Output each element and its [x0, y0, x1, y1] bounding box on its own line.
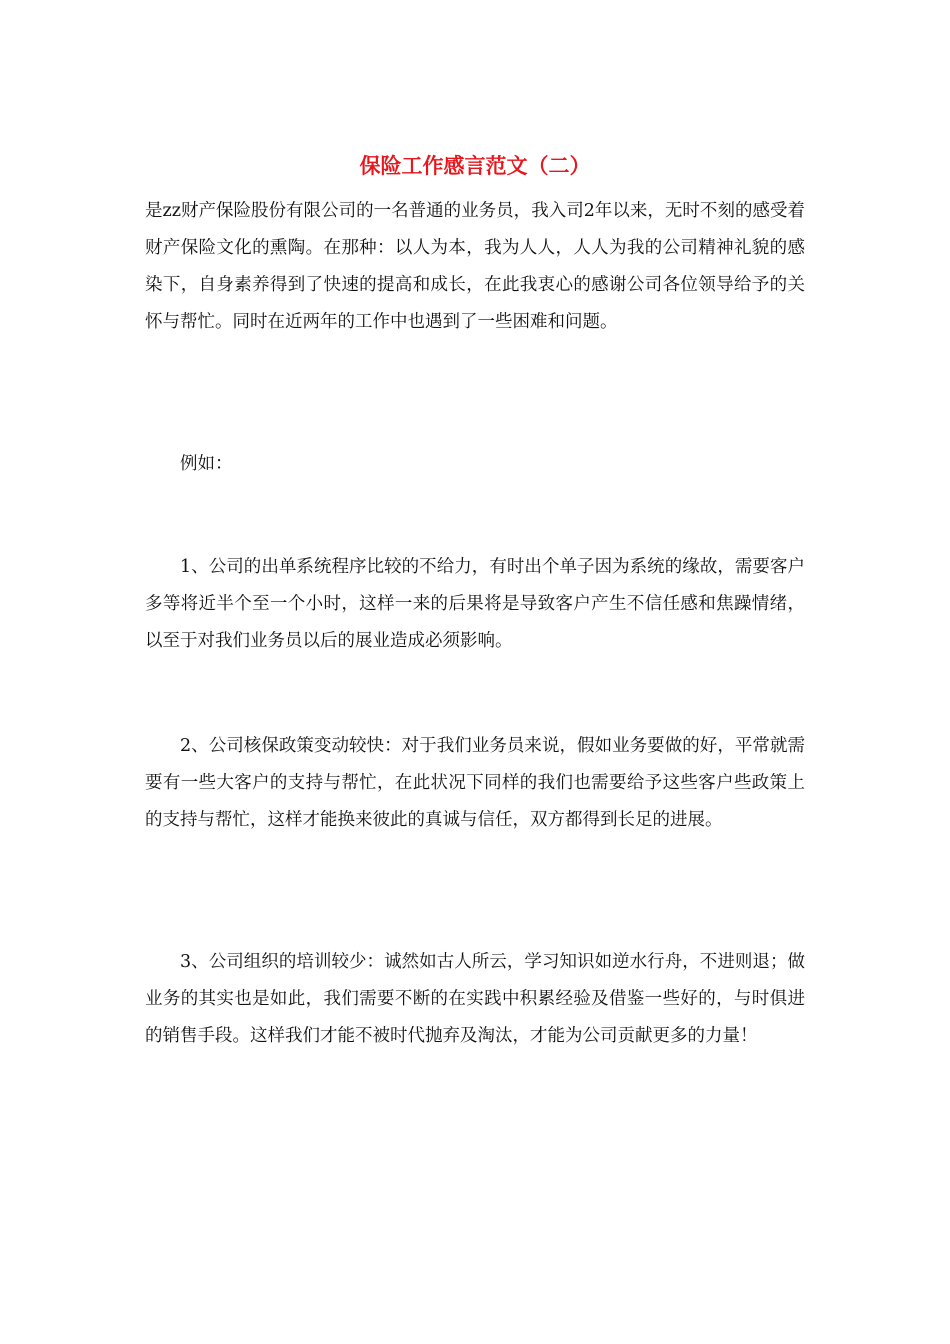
list-item-2: 2、公司核保政策变动较快：对于我们业务员来说，假如业务要做的好，平常就需要有一些大客户的支持与帮忙，在此状况下同样的我们也需要给予这些客户些政策上的支持与帮忙，这样才能换来彼此的真诚与信任，双方都得到长足的进展。	[145, 736, 805, 830]
example-label: 例如：	[180, 454, 233, 474]
list-item-1: 1、公司的出单系统程序比较的不给力，有时出个单子因为系统的缘故，需要客户多等将近半个至一个小时，这样一来的后果将是导致客户产生不信任感和焦躁情绪，以至于对我们业务员以后的展业造成必须影响。	[145, 557, 805, 651]
list-item-3: 3、公司组织的培训较少：诚然如古人所云，学习知识如逆水行舟，不进则退；做业务的其实也是如此，我们需要不断的在实践中积累经验及借鉴一些好的，与时俱进的销售手段。这样我们才能不被时代抛弃及淘汰，才能为公司贡献更多的力量！	[145, 952, 805, 1046]
intro-paragraph: 是zz财产保险股份有限公司的一名普通的业务员，我入司2年以来，无时不刻的感受着财产保险文化的熏陶。在那种：以人为本，我为人人，人人为我的公司精神礼貌的感染下，自身素养得到了快速的提高和成长，在此我衷心的感谢公司各位领导给予的关怀与帮忙。同时在近两年的工作中也遇到了一些困难和问题。	[145, 201, 805, 332]
document-title: 保险工作感言范文（二）	[359, 153, 591, 178]
